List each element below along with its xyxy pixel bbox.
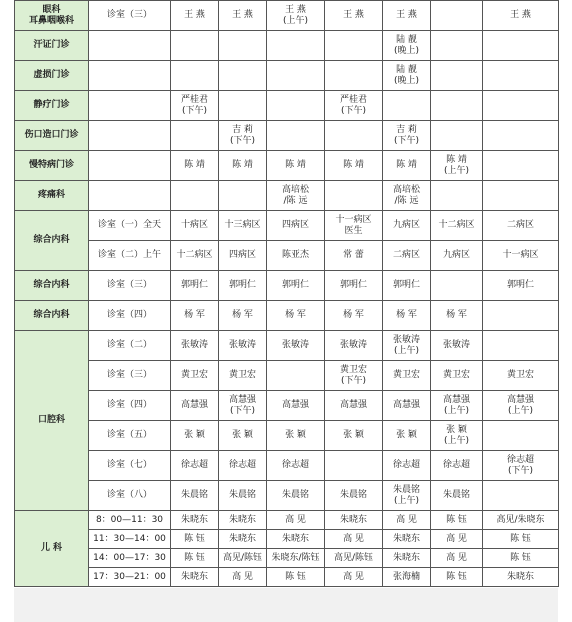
- doctor-cell: 高 见: [383, 511, 431, 530]
- department-cell: 疼痛科: [15, 181, 89, 211]
- department-cell: 慢特病门诊: [15, 151, 89, 181]
- doctor-cell: [483, 31, 559, 61]
- doctor-cell: [483, 91, 559, 121]
- doctor-cell: 陈 钰: [483, 549, 559, 568]
- doctor-cell: [267, 361, 325, 391]
- doctor-cell: 高慧强: [325, 391, 383, 421]
- doctor-cell: 高 见: [219, 568, 267, 587]
- doctor-cell: 高见/陈钰: [325, 549, 383, 568]
- doctor-cell: 陈 钰: [267, 568, 325, 587]
- room-cell: 14：00—17：30: [89, 549, 171, 568]
- department-cell: 眼科 耳鼻咽喉科: [15, 1, 89, 31]
- table-row: [15, 181, 559, 211]
- doctor-cell: 朱晨铭: [219, 481, 267, 511]
- doctor-cell: 朱晓东: [219, 530, 267, 549]
- doctor-cell: 高慧强: [267, 391, 325, 421]
- doctor-cell: [325, 121, 383, 151]
- doctor-cell: 徐志超: [431, 451, 483, 481]
- doctor-cell: [483, 151, 559, 181]
- doctor-cell: 陈 靖: [219, 151, 267, 181]
- doctor-cell: 十二病区: [171, 241, 219, 271]
- doctor-cell: [431, 61, 483, 91]
- department-cell: 儿 科: [15, 511, 89, 587]
- doctor-cell: 高慧强 (上午): [431, 391, 483, 421]
- doctor-cell: 二病区: [483, 211, 559, 241]
- doctor-cell: 朱晓东: [383, 530, 431, 549]
- doctor-cell: [89, 61, 171, 91]
- doctor-cell: 张敏涛: [325, 331, 383, 361]
- doctor-cell: 陈 钰: [431, 511, 483, 530]
- doctor-cell: [267, 61, 325, 91]
- room-cell: 诊室（二）: [89, 331, 171, 361]
- doctor-cell: 郭明仁: [267, 271, 325, 301]
- doctor-cell: [267, 31, 325, 61]
- table-row: [15, 31, 559, 61]
- doctor-cell: 朱晓东/陈钰: [267, 549, 325, 568]
- doctor-cell: 高 见: [325, 530, 383, 549]
- table-row: [15, 481, 559, 511]
- doctor-cell: 陈 靖 (上午): [431, 151, 483, 181]
- doctor-cell: 杨 军: [219, 301, 267, 331]
- doctor-cell: 朱晓东: [383, 549, 431, 568]
- doctor-cell: 朱晨铭: [267, 481, 325, 511]
- doctor-cell: [325, 31, 383, 61]
- doctor-cell: 陈 钰: [431, 568, 483, 587]
- doctor-cell: 王 燕: [383, 1, 431, 31]
- doctor-cell: 张敏涛: [219, 331, 267, 361]
- room-cell: 诊室（八）: [89, 481, 171, 511]
- doctor-cell: [89, 31, 171, 61]
- doctor-cell: 张 颖: [219, 421, 267, 451]
- doctor-cell: 十一病区 医生: [325, 211, 383, 241]
- doctor-cell: 朱晨铭 (上午): [383, 481, 431, 511]
- doctor-cell: 徐志超: [219, 451, 267, 481]
- doctor-cell: 高 见: [431, 530, 483, 549]
- doctor-cell: [171, 31, 219, 61]
- doctor-cell: 吉 莉 (下午): [383, 121, 431, 151]
- table-row: [15, 451, 559, 481]
- doctor-cell: 高培松 /陈 远: [267, 181, 325, 211]
- doctor-cell: [171, 121, 219, 151]
- table-row: [15, 361, 559, 391]
- department-cell: 伤口造口门诊: [15, 121, 89, 151]
- department-cell: 综合内科: [15, 271, 89, 301]
- table-row: [15, 331, 559, 361]
- doctor-cell: [89, 151, 171, 181]
- doctor-cell: 徐志超: [267, 451, 325, 481]
- doctor-cell: 郭明仁: [171, 271, 219, 301]
- doctor-cell: 张海楠: [383, 568, 431, 587]
- doctor-cell: 朱晓东: [171, 568, 219, 587]
- department-cell: 口腔科: [15, 331, 89, 511]
- doctor-cell: [219, 91, 267, 121]
- department-cell: 综合内科: [15, 211, 89, 271]
- doctor-cell: 王 燕 (上午): [267, 1, 325, 31]
- doctor-cell: 十一病区: [483, 241, 559, 271]
- doctor-cell: [171, 61, 219, 91]
- doctor-cell: 张 颖: [325, 421, 383, 451]
- doctor-cell: 朱晓东: [219, 511, 267, 530]
- table-row: [15, 91, 559, 121]
- doctor-cell: [89, 121, 171, 151]
- doctor-cell: 黄卫宏: [483, 361, 559, 391]
- doctor-cell: 高 见: [325, 568, 383, 587]
- doctor-cell: 黄卫宏: [171, 361, 219, 391]
- doctor-cell: 高 见: [267, 511, 325, 530]
- doctor-cell: 郭明仁: [219, 271, 267, 301]
- doctor-cell: 徐志超: [171, 451, 219, 481]
- room-cell: 诊室（七）: [89, 451, 171, 481]
- clinic-schedule-table: [14, 0, 559, 587]
- doctor-cell: 陈 钰: [483, 530, 559, 549]
- doctor-cell: 高培松 /陈 远: [383, 181, 431, 211]
- doctor-cell: 郭明仁: [325, 271, 383, 301]
- doctor-cell: 张 颖: [267, 421, 325, 451]
- doctor-cell: 郭明仁: [383, 271, 431, 301]
- room-cell: 8：00—11：30: [89, 511, 171, 530]
- doctor-cell: 朱晨铭: [431, 481, 483, 511]
- doctor-cell: [219, 181, 267, 211]
- doctor-cell: [483, 181, 559, 211]
- doctor-cell: 杨 军: [171, 301, 219, 331]
- doctor-cell: 高见/朱晓东: [483, 511, 559, 530]
- room-cell: 诊室（三）: [89, 1, 171, 31]
- doctor-cell: 张敏涛: [267, 331, 325, 361]
- department-cell: 综合内科: [15, 301, 89, 331]
- page-footer-band: [14, 588, 558, 622]
- doctor-cell: 张 颖 (上午): [431, 421, 483, 451]
- room-cell: 17：30—21：00: [89, 568, 171, 587]
- table-row: [15, 301, 559, 331]
- doctor-cell: [89, 181, 171, 211]
- table-row: [15, 391, 559, 421]
- doctor-cell: 黄卫宏: [219, 361, 267, 391]
- doctor-cell: 杨 军: [267, 301, 325, 331]
- doctor-cell: [219, 31, 267, 61]
- schedule-sheet: [14, 0, 558, 587]
- doctor-cell: [267, 91, 325, 121]
- table-row: [15, 271, 559, 301]
- doctor-cell: 张 颖: [171, 421, 219, 451]
- room-cell: 诊室（五）: [89, 421, 171, 451]
- doctor-cell: 张敏涛: [171, 331, 219, 361]
- doctor-cell: 陈 靖: [267, 151, 325, 181]
- doctor-cell: 张敏涛 (上午): [383, 331, 431, 361]
- department-cell: 静疗门诊: [15, 91, 89, 121]
- table-row: [15, 549, 559, 568]
- table-row: [15, 121, 559, 151]
- room-cell: 诊室（二）上午: [89, 241, 171, 271]
- doctor-cell: 张敏涛: [431, 331, 483, 361]
- doctor-cell: [267, 121, 325, 151]
- doctor-cell: 黄卫宏: [431, 361, 483, 391]
- table-row: [15, 151, 559, 181]
- table-row: [15, 530, 559, 549]
- table-row: [15, 241, 559, 271]
- doctor-cell: 朱晨铭: [325, 481, 383, 511]
- doctor-cell: 张 颖: [383, 421, 431, 451]
- table-row: [15, 568, 559, 587]
- doctor-cell: 严桂君 (下午): [325, 91, 383, 121]
- doctor-cell: [431, 91, 483, 121]
- doctor-cell: [483, 121, 559, 151]
- doctor-cell: [383, 91, 431, 121]
- doctor-cell: [431, 31, 483, 61]
- doctor-cell: [89, 91, 171, 121]
- doctor-cell: 常 蕾: [325, 241, 383, 271]
- table-row: [15, 1, 559, 31]
- doctor-cell: 十三病区: [219, 211, 267, 241]
- doctor-cell: 高 见: [431, 549, 483, 568]
- doctor-cell: 高慧强 (下午): [219, 391, 267, 421]
- doctor-cell: 朱晓东: [325, 511, 383, 530]
- doctor-cell: [431, 1, 483, 31]
- doctor-cell: 朱晨铭: [171, 481, 219, 511]
- doctor-cell: [483, 301, 559, 331]
- doctor-cell: [325, 181, 383, 211]
- doctor-cell: 杨 军: [383, 301, 431, 331]
- doctor-cell: 陈 靖: [383, 151, 431, 181]
- doctor-cell: 王 燕: [219, 1, 267, 31]
- doctor-cell: 陈 钰: [171, 530, 219, 549]
- doctor-cell: 朱晓东: [483, 568, 559, 587]
- doctor-cell: 杨 军: [325, 301, 383, 331]
- room-cell: 诊室（三）: [89, 271, 171, 301]
- department-cell: 虚损门诊: [15, 61, 89, 91]
- doctor-cell: 陈 靖: [171, 151, 219, 181]
- doctor-cell: 严桂君 (下午): [171, 91, 219, 121]
- doctor-cell: [171, 181, 219, 211]
- doctor-cell: 九病区: [431, 241, 483, 271]
- room-cell: 11：30—14：00: [89, 530, 171, 549]
- doctor-cell: 陆 靓 (晚上): [383, 31, 431, 61]
- doctor-cell: [431, 121, 483, 151]
- room-cell: 诊室（三）: [89, 361, 171, 391]
- doctor-cell: 朱晓东: [267, 530, 325, 549]
- doctor-cell: 朱晓东: [171, 511, 219, 530]
- doctor-cell: 王 燕: [325, 1, 383, 31]
- doctor-cell: 黄卫宏 (下午): [325, 361, 383, 391]
- table-row: [15, 511, 559, 530]
- room-cell: 诊室（四）: [89, 301, 171, 331]
- doctor-cell: 九病区: [383, 211, 431, 241]
- doctor-cell: 陈 钰: [171, 549, 219, 568]
- doctor-cell: [483, 421, 559, 451]
- doctor-cell: 王 燕: [171, 1, 219, 31]
- doctor-cell: [483, 481, 559, 511]
- doctor-cell: 十二病区: [431, 211, 483, 241]
- doctor-cell: 杨 军: [431, 301, 483, 331]
- doctor-cell: [483, 61, 559, 91]
- table-row: [15, 421, 559, 451]
- doctor-cell: 郭明仁: [483, 271, 559, 301]
- doctor-cell: 徐志超 (下午): [483, 451, 559, 481]
- doctor-cell: [483, 331, 559, 361]
- doctor-cell: 吉 莉 (下午): [219, 121, 267, 151]
- doctor-cell: 高慧强: [171, 391, 219, 421]
- doctor-cell: [431, 271, 483, 301]
- doctor-cell: [325, 451, 383, 481]
- doctor-cell: 四病区: [219, 241, 267, 271]
- doctor-cell: 高慧强: [383, 391, 431, 421]
- doctor-cell: 徐志超: [383, 451, 431, 481]
- doctor-cell: 王 燕: [483, 1, 559, 31]
- doctor-cell: 陆 靓 (晚上): [383, 61, 431, 91]
- doctor-cell: 二病区: [383, 241, 431, 271]
- doctor-cell: 陈亚杰: [267, 241, 325, 271]
- doctor-cell: 十病区: [171, 211, 219, 241]
- table-row: [15, 211, 559, 241]
- doctor-cell: 四病区: [267, 211, 325, 241]
- room-cell: 诊室（一）全天: [89, 211, 171, 241]
- doctor-cell: 黄卫宏: [383, 361, 431, 391]
- doctor-cell: [431, 181, 483, 211]
- room-cell: 诊室（四）: [89, 391, 171, 421]
- doctor-cell: 高慧强 (上午): [483, 391, 559, 421]
- department-cell: 汗证门诊: [15, 31, 89, 61]
- doctor-cell: [219, 61, 267, 91]
- doctor-cell: 陈 靖: [325, 151, 383, 181]
- table-row: [15, 61, 559, 91]
- doctor-cell: [325, 61, 383, 91]
- doctor-cell: 高见/陈钰: [219, 549, 267, 568]
